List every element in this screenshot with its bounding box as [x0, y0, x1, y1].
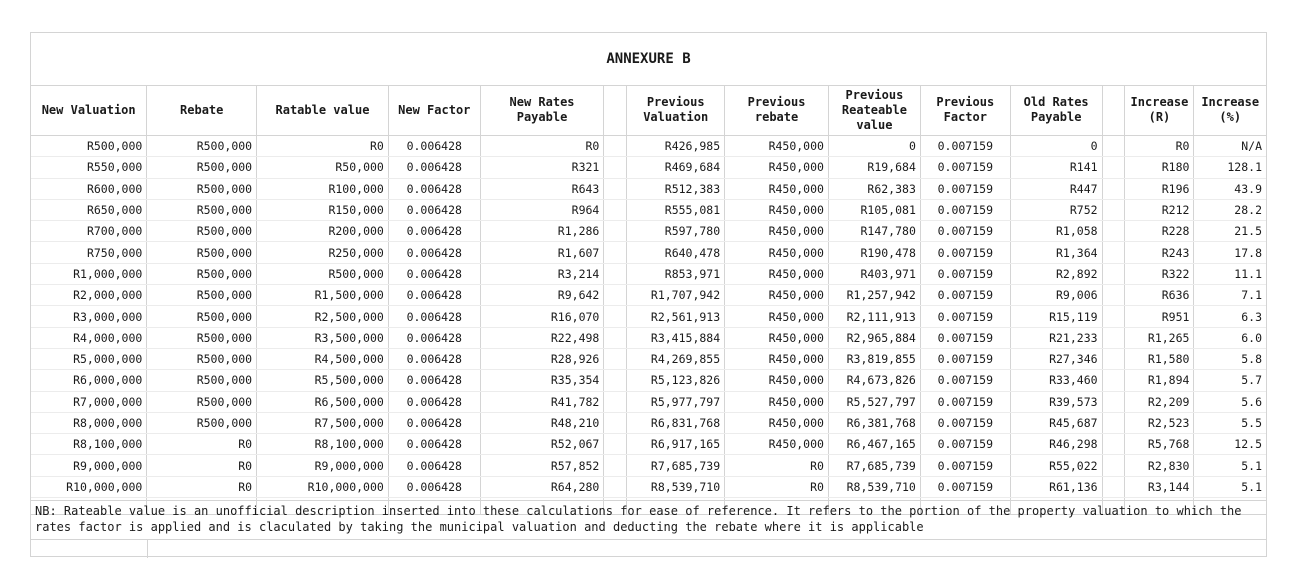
table-cell: R6,917,165 [627, 434, 725, 455]
header-spacer [604, 85, 627, 136]
table-cell: R21,233 [1010, 327, 1102, 348]
table-cell: 0.006428 [388, 242, 480, 263]
table-cell: R8,100,000 [257, 434, 389, 455]
table-row [31, 136, 1266, 157]
table-cell: R1,707,942 [627, 285, 725, 306]
table-cell: R450,000 [725, 263, 829, 284]
table-cell: 0.007159 [920, 136, 1010, 157]
table-cell: R500,000 [147, 327, 257, 348]
table-cell: R2,965,884 [828, 327, 920, 348]
table-cell: 0.006428 [388, 157, 480, 178]
table-cell: 0.007159 [920, 348, 1010, 369]
table-cell: R9,642 [480, 285, 604, 306]
table-cell: R45,687 [1010, 412, 1102, 433]
table-cell: R500,000 [147, 157, 257, 178]
header-spacer [1102, 85, 1125, 136]
table-cell: R1,364 [1010, 242, 1102, 263]
table-cell: R4,673,826 [828, 370, 920, 391]
table-cell: R6,500,000 [257, 391, 389, 412]
note-divider [31, 500, 1266, 501]
table-cell: 6.3 [1194, 306, 1266, 327]
table-cell: 0.006428 [388, 306, 480, 327]
table-cell [604, 434, 627, 455]
table-cell: R2,209 [1125, 391, 1194, 412]
table-cell: R752 [1010, 199, 1102, 220]
table-cell: R0 [725, 455, 829, 476]
table-cell: R450,000 [725, 157, 829, 178]
table-cell: 11.1 [1194, 263, 1266, 284]
table-cell: R853,971 [627, 263, 725, 284]
table-cell: R1,500,000 [257, 285, 389, 306]
table-cell: 0.007159 [920, 370, 1010, 391]
table-cell: R33,460 [1010, 370, 1102, 391]
table-row [31, 306, 1266, 327]
table-cell: R16,070 [480, 306, 604, 327]
table-cell: R500,000 [147, 306, 257, 327]
table-row [31, 263, 1266, 284]
annexure-title: ANNEXURE B [31, 33, 1266, 86]
rates-table [31, 85, 1266, 515]
table-cell: 0.007159 [920, 285, 1010, 306]
table-cell: R250,000 [257, 242, 389, 263]
table-cell: 0.007159 [920, 242, 1010, 263]
table-cell: R512,383 [627, 178, 725, 199]
table-cell: 0.006428 [388, 412, 480, 433]
table-cell: R6,381,768 [828, 412, 920, 433]
table-cell: 5.1 [1194, 455, 1266, 476]
table-cell: R62,383 [828, 178, 920, 199]
table-cell: R19,684 [828, 157, 920, 178]
table-cell: R2,892 [1010, 263, 1102, 284]
table-cell [1102, 285, 1125, 306]
table-cell: R180 [1125, 157, 1194, 178]
table-cell: R500,000 [147, 199, 257, 220]
table-cell: 5.7 [1194, 370, 1266, 391]
table-cell: R643 [480, 178, 604, 199]
table-cell: R0 [147, 476, 257, 497]
table-cell: R450,000 [725, 391, 829, 412]
table-cell: 0.007159 [920, 157, 1010, 178]
table-cell: R447 [1010, 178, 1102, 199]
table-cell: 0.006428 [388, 476, 480, 497]
table-cell: 12.5 [1194, 434, 1266, 455]
table-cell: R1,894 [1125, 370, 1194, 391]
table-cell: R1,265 [1125, 327, 1194, 348]
table-cell: R6,467,165 [828, 434, 920, 455]
table-cell: R500,000 [147, 391, 257, 412]
table-cell: R951 [1125, 306, 1194, 327]
table-cell [604, 455, 627, 476]
table-cell: R1,058 [1010, 221, 1102, 242]
table-cell [604, 476, 627, 497]
table-cell: R3,415,884 [627, 327, 725, 348]
header-previous-rebate: Previous rebate [725, 85, 829, 136]
table-cell: R147,780 [828, 221, 920, 242]
table-cell: R469,684 [627, 157, 725, 178]
table-cell [1102, 434, 1125, 455]
table-cell: R1,000,000 [31, 263, 147, 284]
table-cell: R5,768 [1125, 434, 1194, 455]
table-cell: 5.6 [1194, 391, 1266, 412]
table-cell: R3,819,855 [828, 348, 920, 369]
table-cell: R4,000,000 [31, 327, 147, 348]
table-cell: R141 [1010, 157, 1102, 178]
table-row [31, 157, 1266, 178]
table-cell: R50,000 [257, 157, 389, 178]
header-row [31, 85, 1266, 136]
table-cell: 0.006428 [388, 348, 480, 369]
table-cell [1102, 242, 1125, 263]
table-cell: R2,500,000 [257, 306, 389, 327]
table-cell: 43.9 [1194, 178, 1266, 199]
table-cell: 5.5 [1194, 412, 1266, 433]
table-cell: 0.006428 [388, 178, 480, 199]
table-cell: 0.006428 [388, 263, 480, 284]
table-cell: R6,000,000 [31, 370, 147, 391]
table-cell: R403,971 [828, 263, 920, 284]
header-new-valuation: New Valuation [31, 85, 147, 136]
table-cell: 0.007159 [920, 476, 1010, 497]
table-cell: 0.007159 [920, 199, 1010, 220]
table-cell: R500,000 [147, 285, 257, 306]
table-cell: R61,136 [1010, 476, 1102, 497]
table-cell: 0.007159 [920, 391, 1010, 412]
table-cell [1102, 476, 1125, 497]
table-cell: 0.006428 [388, 455, 480, 476]
table-row [31, 476, 1266, 497]
table-cell: R15,119 [1010, 306, 1102, 327]
table-cell: R600,000 [31, 178, 147, 199]
table-cell: R450,000 [725, 306, 829, 327]
table-cell: R450,000 [725, 370, 829, 391]
table-cell [604, 157, 627, 178]
table-cell: R7,685,739 [828, 455, 920, 476]
table-cell: R500,000 [147, 412, 257, 433]
table-row [31, 199, 1266, 220]
table-cell [604, 306, 627, 327]
table-cell: R321 [480, 157, 604, 178]
table-cell: R964 [480, 199, 604, 220]
table-cell: R1,580 [1125, 348, 1194, 369]
table-cell: R52,067 [480, 434, 604, 455]
header-old-rates-payable: Old Rates Payable [1010, 85, 1102, 136]
table-cell [1102, 157, 1125, 178]
table-row [31, 242, 1266, 263]
table-cell: 17.8 [1194, 242, 1266, 263]
bottom-empty-row [31, 539, 1266, 558]
table-cell: R27,346 [1010, 348, 1102, 369]
table-cell: R5,123,826 [627, 370, 725, 391]
table-cell: 0.007159 [920, 327, 1010, 348]
table-cell: R7,500,000 [257, 412, 389, 433]
table-cell: R10,000,000 [31, 476, 147, 497]
table-cell: R0 [480, 136, 604, 157]
table-cell: 0.007159 [920, 263, 1010, 284]
table-cell [604, 199, 627, 220]
table-cell: R3,214 [480, 263, 604, 284]
table-cell: R500,000 [147, 178, 257, 199]
table-cell: 0.006428 [388, 370, 480, 391]
table-row [31, 455, 1266, 476]
table-cell: R9,000,000 [31, 455, 147, 476]
table-cell: R190,478 [828, 242, 920, 263]
table-cell: R196 [1125, 178, 1194, 199]
table-cell [1102, 221, 1125, 242]
table-cell: R28,926 [480, 348, 604, 369]
table-cell: 0.006428 [388, 391, 480, 412]
table-cell: R450,000 [725, 412, 829, 433]
table-cell: R750,000 [31, 242, 147, 263]
table-row [31, 434, 1266, 455]
table-cell: R450,000 [725, 348, 829, 369]
table-cell: R0 [725, 476, 829, 497]
table-row [31, 391, 1266, 412]
table-cell: 0.007159 [920, 455, 1010, 476]
table-cell: R35,354 [480, 370, 604, 391]
table-cell: R2,561,913 [627, 306, 725, 327]
header-previous-valuation: Previous Valuation [627, 85, 725, 136]
table-cell [1102, 263, 1125, 284]
table-cell: 0.006428 [388, 221, 480, 242]
table-cell [1102, 178, 1125, 199]
header-rebate: Rebate [147, 85, 257, 136]
table-cell [604, 285, 627, 306]
table-cell: R450,000 [725, 178, 829, 199]
table-cell: R0 [257, 136, 389, 157]
table-cell: R4,500,000 [257, 348, 389, 369]
table-cell: R212 [1125, 199, 1194, 220]
table-cell: 28.2 [1194, 199, 1266, 220]
table-cell [1102, 348, 1125, 369]
table-cell: 0.006428 [388, 199, 480, 220]
table-cell: R228 [1125, 221, 1194, 242]
table-cell: R5,977,797 [627, 391, 725, 412]
footnote: NB: Rateable value is an unofficial description inserted into these calculations for ease of reference. It refers to the portion of the property valuation to which the rates factor is applied and is claculated by taking the municipal valuation and deducting the rebate where it is applicable [35, 504, 1242, 534]
table-cell [604, 263, 627, 284]
table-cell: 0.007159 [920, 434, 1010, 455]
table-cell: 0 [828, 136, 920, 157]
table-cell: R322 [1125, 263, 1194, 284]
table-row [31, 370, 1266, 391]
table-cell: 0.007159 [920, 178, 1010, 199]
table-cell: 0.006428 [388, 434, 480, 455]
table-cell: R550,000 [31, 157, 147, 178]
table-cell: R500,000 [147, 348, 257, 369]
header-ratable-value: Ratable value [257, 85, 389, 136]
table-cell: 5.8 [1194, 348, 1266, 369]
table-cell: R450,000 [725, 327, 829, 348]
table-cell: R500,000 [147, 263, 257, 284]
table-cell: 0.006428 [388, 136, 480, 157]
table-cell: R9,006 [1010, 285, 1102, 306]
table-cell: R500,000 [31, 136, 147, 157]
table-cell: R3,000,000 [31, 306, 147, 327]
header-new-factor: New Factor [388, 85, 480, 136]
table-cell: R100,000 [257, 178, 389, 199]
table-cell: R1,607 [480, 242, 604, 263]
table-cell [604, 242, 627, 263]
table-cell: R0 [147, 455, 257, 476]
header-increase-rand: Increase (R) [1125, 85, 1194, 136]
table-cell: R5,500,000 [257, 370, 389, 391]
table-cell [604, 391, 627, 412]
table-cell: R500,000 [147, 370, 257, 391]
table-cell: R3,500,000 [257, 327, 389, 348]
table-row [31, 285, 1266, 306]
table-cell: R500,000 [147, 136, 257, 157]
table-cell [1102, 306, 1125, 327]
table-cell: R500,000 [257, 263, 389, 284]
table-cell: R243 [1125, 242, 1194, 263]
table-cell [604, 412, 627, 433]
table-cell: R2,000,000 [31, 285, 147, 306]
table-cell: R450,000 [725, 434, 829, 455]
table-cell: 0.006428 [388, 327, 480, 348]
table-cell: 21.5 [1194, 221, 1266, 242]
table-cell: R0 [1125, 136, 1194, 157]
table-cell: R64,280 [480, 476, 604, 497]
table-cell: R555,081 [627, 199, 725, 220]
table-cell: 6.0 [1194, 327, 1266, 348]
header-previous-rateable-value: Previous Reateable value [828, 85, 920, 136]
table-cell: R597,780 [627, 221, 725, 242]
table-row [31, 412, 1266, 433]
table-cell: R41,782 [480, 391, 604, 412]
table-cell: 5.1 [1194, 476, 1266, 497]
table-cell [1102, 370, 1125, 391]
table-cell: R150,000 [257, 199, 389, 220]
table-cell: R46,298 [1010, 434, 1102, 455]
table-cell: R450,000 [725, 242, 829, 263]
table-row [31, 348, 1266, 369]
header-increase-percent: Increase (%) [1194, 85, 1266, 136]
table-cell [604, 348, 627, 369]
table-cell: R4,269,855 [627, 348, 725, 369]
table-cell: R1,257,942 [828, 285, 920, 306]
table-cell: R2,523 [1125, 412, 1194, 433]
table-cell: R5,527,797 [828, 391, 920, 412]
table-cell: R3,144 [1125, 476, 1194, 497]
table-cell: R8,000,000 [31, 412, 147, 433]
header-previous-factor: Previous Factor [920, 85, 1010, 136]
table-cell: 0.007159 [920, 221, 1010, 242]
table-cell: R500,000 [147, 242, 257, 263]
table-cell [604, 178, 627, 199]
table-cell: R8,100,000 [31, 434, 147, 455]
table-cell: R650,000 [31, 199, 147, 220]
table-cell [604, 327, 627, 348]
table-cell: 0 [1010, 136, 1102, 157]
table-cell: R9,000,000 [257, 455, 389, 476]
table-cell: R450,000 [725, 221, 829, 242]
table-cell: N/A [1194, 136, 1266, 157]
table-cell: R55,022 [1010, 455, 1102, 476]
table-cell: R6,831,768 [627, 412, 725, 433]
table-cell [604, 136, 627, 157]
table-cell: R700,000 [31, 221, 147, 242]
table-cell: R5,000,000 [31, 348, 147, 369]
annexure-sheet [30, 32, 1267, 557]
table-cell [1102, 455, 1125, 476]
table-cell: 0.007159 [920, 306, 1010, 327]
table-cell: R57,852 [480, 455, 604, 476]
table-cell: R426,985 [627, 136, 725, 157]
table-cell: R7,000,000 [31, 391, 147, 412]
table-cell [1102, 136, 1125, 157]
table-cell: R450,000 [725, 199, 829, 220]
table-cell: R636 [1125, 285, 1194, 306]
table-cell: R39,573 [1010, 391, 1102, 412]
table-cell: R10,000,000 [257, 476, 389, 497]
table-cell: R2,111,913 [828, 306, 920, 327]
table-body [31, 136, 1266, 515]
table-cell [604, 221, 627, 242]
table-cell: R500,000 [147, 221, 257, 242]
table-cell [1102, 327, 1125, 348]
header-new-rates-payable: New Rates Payable [480, 85, 604, 136]
table-cell: 0.007159 [920, 412, 1010, 433]
table-cell: R8,539,710 [627, 476, 725, 497]
table-cell: R22,498 [480, 327, 604, 348]
table-cell: R450,000 [725, 285, 829, 306]
table-cell: 0.006428 [388, 285, 480, 306]
table-cell: 128.1 [1194, 157, 1266, 178]
table-cell: R200,000 [257, 221, 389, 242]
table-cell: R105,081 [828, 199, 920, 220]
table-cell: R450,000 [725, 136, 829, 157]
table-row [31, 221, 1266, 242]
table-row [31, 327, 1266, 348]
table-cell: R640,478 [627, 242, 725, 263]
table-cell: R2,830 [1125, 455, 1194, 476]
table-cell: R0 [147, 434, 257, 455]
table-cell [1102, 199, 1125, 220]
table-row [31, 178, 1266, 199]
table-cell: R7,685,739 [627, 455, 725, 476]
table-cell [1102, 391, 1125, 412]
table-cell: 7.1 [1194, 285, 1266, 306]
table-cell: R48,210 [480, 412, 604, 433]
table-cell: R1,286 [480, 221, 604, 242]
table-cell: R8,539,710 [828, 476, 920, 497]
table-cell [604, 370, 627, 391]
table-cell [1102, 412, 1125, 433]
